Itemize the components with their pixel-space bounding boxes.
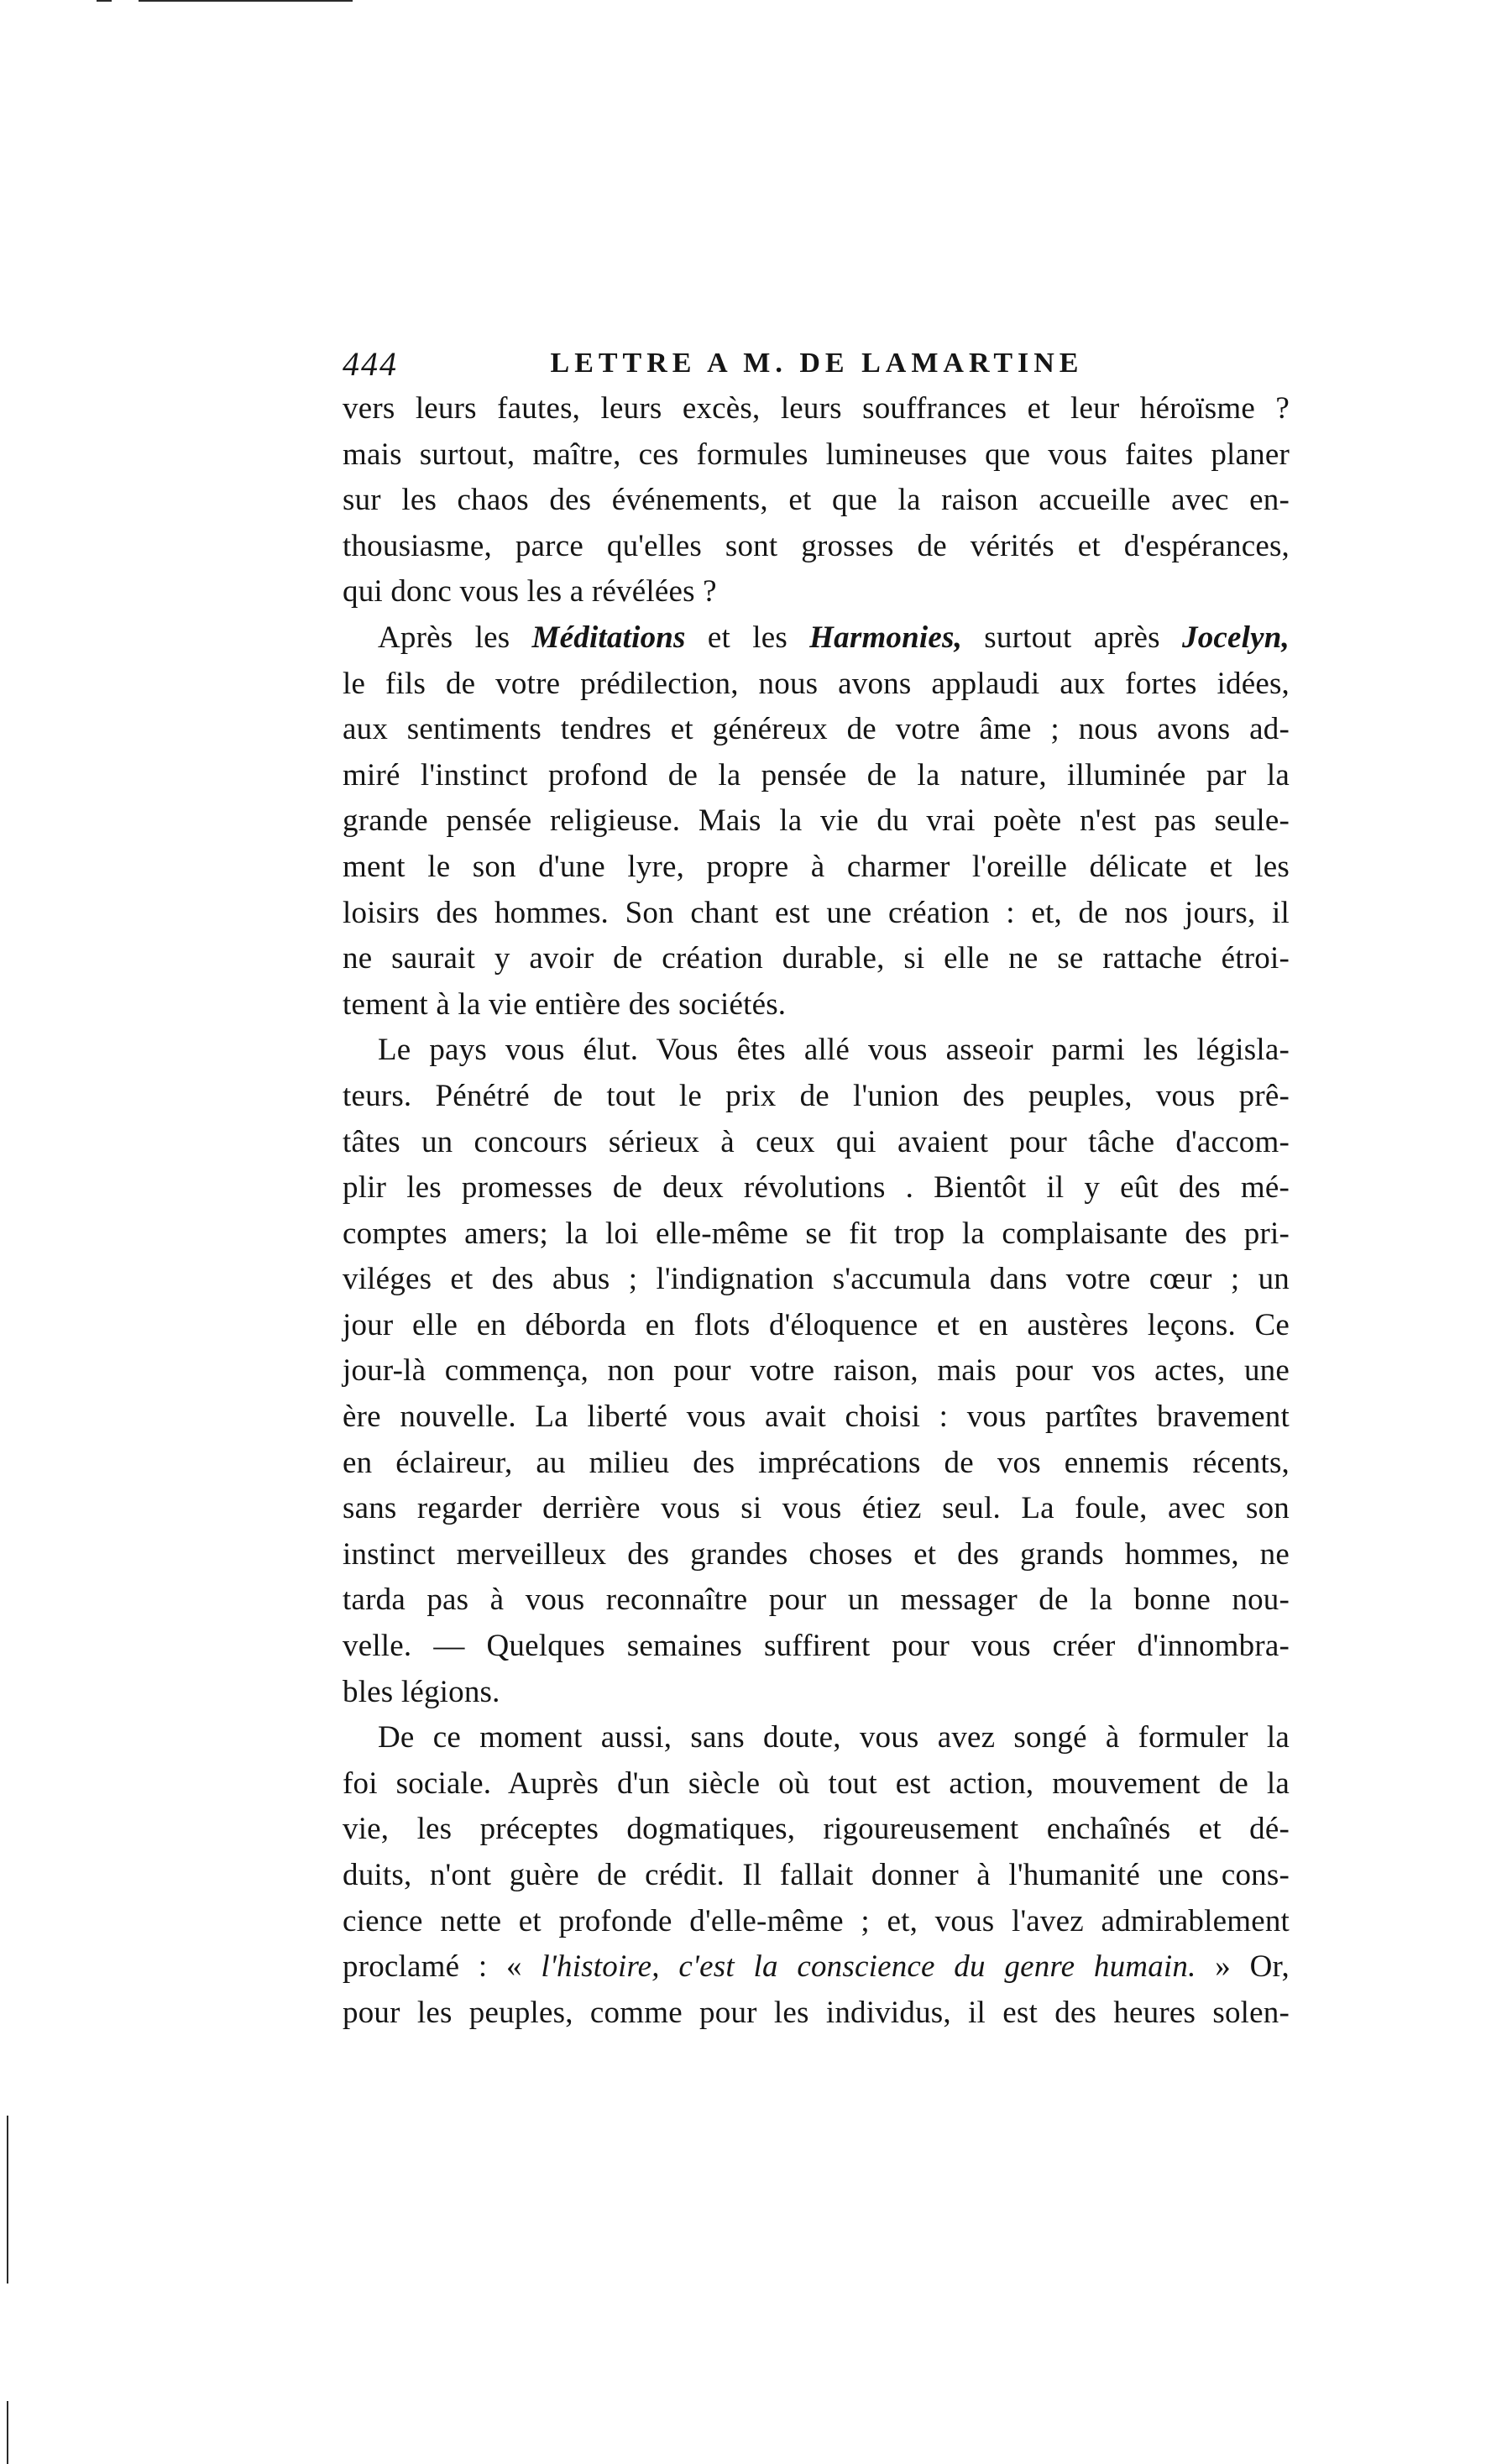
line-text: » Or, — [1196, 1949, 1290, 1985]
line-text: proclamé : « — [343, 1949, 542, 1985]
text-line — [343, 569, 1290, 615]
text-line — [343, 1211, 1290, 1258]
text-line — [343, 1441, 1290, 1487]
line-text: qui donc vous les a révélées ? — [343, 574, 717, 609]
text-line — [343, 707, 1290, 753]
line-text: le fils de votre prédilection, nous avons applaudi aux fortes idées, — [343, 666, 1290, 701]
line-text: surtout après — [962, 620, 1183, 655]
line-text: viléges et des abus ; l'indignation s'accumula dans votre cœur ; un — [343, 1262, 1290, 1297]
text-line — [343, 1074, 1290, 1120]
text-line — [343, 615, 1290, 662]
line-text: instinct merveilleux des grandes choses et des grands hommes, ne — [343, 1536, 1290, 1572]
line-text: bles légions. — [343, 1674, 500, 1709]
text-line — [343, 753, 1290, 799]
line-text: tâtes un concours sérieux à ceux qui avaient pour tâche d'accom- — [343, 1124, 1290, 1159]
text-line — [343, 1853, 1290, 1899]
line-text: plir les promesses de deux révolutions . Bientôt il y eût des mé- — [343, 1170, 1290, 1206]
scan-margin-line — [7, 2401, 8, 2464]
line-text: sur les chaos des événements, et que la raison accueille avec en- — [343, 483, 1290, 518]
line-text: vie, les préceptes dogmatiques, rigoureusement enchaînés et dé- — [343, 1812, 1290, 1847]
line-text: pour les peuples, comme pour les individus, il est des heures solen- — [343, 1995, 1290, 2030]
text-line — [343, 662, 1290, 708]
text-line — [343, 1257, 1290, 1303]
body-text — [343, 386, 1290, 2036]
line-text: tarda pas à vous reconnaître pour un messager de la bonne nou- — [343, 1583, 1290, 1618]
emphasis-text: Harmonies, — [809, 620, 963, 655]
line-text: tement à la vie entière des sociétés. — [343, 986, 787, 1022]
text-line — [343, 1715, 1290, 1761]
line-text: et les — [685, 620, 810, 655]
text-line — [343, 1165, 1290, 1211]
line-text: loisirs des hommes. Son chant est une création : et, de nos jours, il — [343, 895, 1290, 930]
line-text: comptes amers; la loi elle-même se fit trop la complaisante des pri- — [343, 1216, 1290, 1251]
text-line — [343, 936, 1290, 982]
line-text: sans regarder derrière vous si vous étiez seul. La foule, avec son — [343, 1491, 1290, 1526]
text-line — [343, 386, 1290, 432]
text-line — [343, 1670, 1290, 1716]
line-text: jour-là commença, non pour votre raison, mais pour vos actes, une — [343, 1353, 1290, 1389]
text-line — [343, 478, 1290, 524]
text-line — [343, 1028, 1290, 1074]
line-text: ment le son d'une lyre, propre à charmer l'oreille délicate et les — [343, 849, 1290, 884]
text-line — [343, 982, 1290, 1028]
emphasis-text: Méditations — [531, 620, 686, 655]
line-text: cience nette et profonde d'elle-même ; et, vous l'avez admirablement — [343, 1903, 1290, 1938]
text-line — [343, 1120, 1290, 1166]
line-text: foi sociale. Auprès d'un siècle où tout est action, mouvement de la — [343, 1766, 1290, 1801]
text-line — [343, 524, 1290, 570]
text-line — [343, 1532, 1290, 1578]
text-line — [343, 798, 1290, 845]
line-text: jour elle en déborda en flots d'éloquence et en austères leçons. Ce — [343, 1307, 1290, 1342]
text-line — [343, 845, 1290, 891]
scan-edge-mark — [97, 0, 112, 2]
text-line — [343, 432, 1290, 479]
line-text: grande pensée religieuse. Mais la vie du vrai poète n'est pas seule- — [343, 803, 1290, 839]
line-text: ne saurait y avoir de création durable, si elle ne se rattache étroi- — [343, 941, 1290, 976]
text-line — [343, 1624, 1290, 1670]
page-header — [343, 344, 1291, 386]
line-text: Après les — [378, 620, 532, 655]
line-text: duits, n'ont guère de crédit. Il fallait donner à l'humanité une cons- — [343, 1858, 1290, 1892]
line-text: miré l'instinct profond de la pensée de la nature, illuminée par la — [343, 757, 1290, 793]
scan-edge-mark — [139, 0, 353, 2]
text-line — [343, 1303, 1290, 1349]
line-text: Le pays vous élut. Vous êtes allé vous asseoir parmi les législa- — [378, 1033, 1290, 1068]
line-text: mais surtout, maître, ces formules lumineuses que vous faites planer — [343, 437, 1290, 472]
scan-margin-line — [7, 2116, 8, 2284]
line-text: De ce moment aussi, sans doute, vous avez songé à formuler la — [378, 1720, 1290, 1755]
text-line — [343, 1486, 1290, 1532]
line-text: aux sentiments tendres et généreux de votre âme ; nous avons ad- — [343, 712, 1290, 747]
text-line — [343, 891, 1290, 937]
text-line — [343, 1899, 1290, 1945]
page-number: 444 — [343, 345, 398, 383]
emphasis-text: l'histoire, c'est la conscience du genre humain. — [541, 1949, 1196, 1985]
line-text: vers leurs fautes, leurs excès, leurs souffrances et leur héroïsme ? — [343, 391, 1290, 426]
text-line — [343, 1944, 1290, 1991]
line-text: ère nouvelle. La liberté vous avait choisi : vous partîtes bravement — [343, 1399, 1290, 1435]
line-text: velle. — Quelques semaines suffirent pour vous créer d'innombra- — [343, 1629, 1290, 1664]
line-text: teurs. Pénétré de tout le prix de l'union des peuples, vous prê- — [343, 1078, 1290, 1113]
emphasis-text: Jocelyn, — [1182, 620, 1290, 655]
text-line — [343, 1577, 1290, 1624]
running-head: LETTRE A M. DE LAMARTINE — [550, 348, 1084, 379]
text-line — [343, 1761, 1290, 1807]
text-line — [343, 1807, 1290, 1853]
line-text: thousiasme, parce qu'elles sont grosses de vérités et d'espérances, — [343, 528, 1290, 563]
text-line — [343, 1348, 1290, 1394]
text-line — [343, 1991, 1290, 2037]
text-line — [343, 1394, 1290, 1441]
line-text: en éclaireur, au milieu des imprécations de vos ennemis récents, — [343, 1445, 1290, 1480]
